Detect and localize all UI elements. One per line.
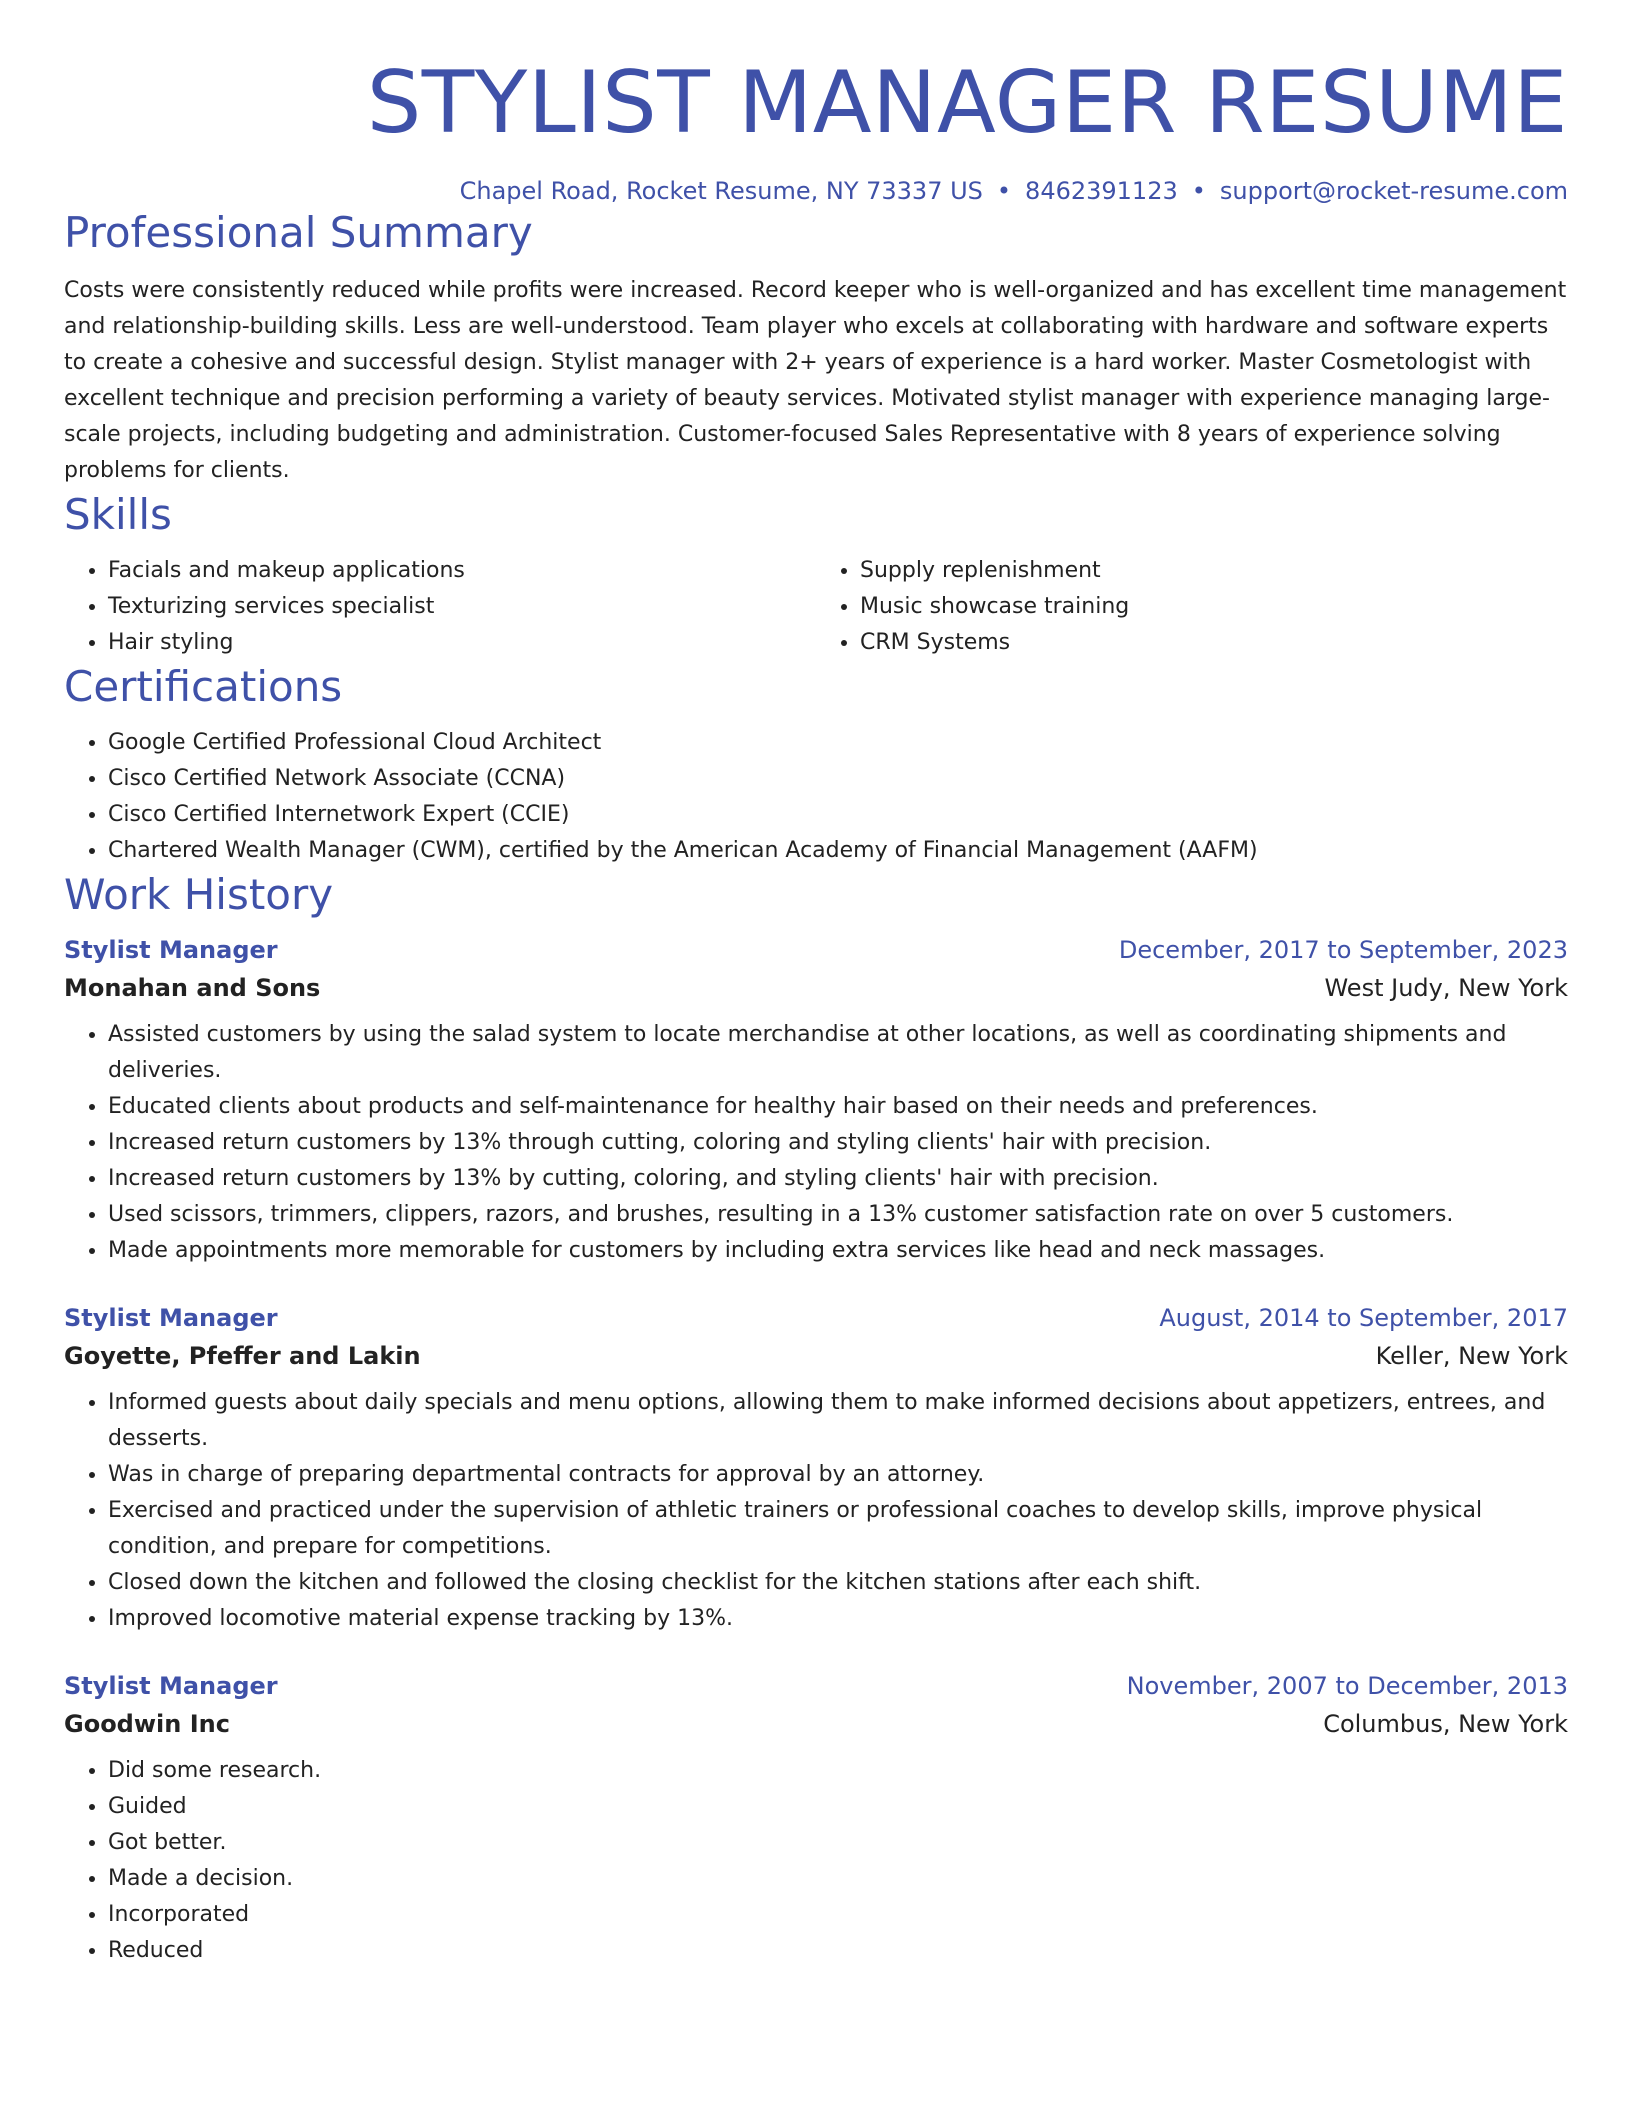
- job-bullets: [64, 1385, 1568, 1637]
- skill-item: • Facials and makeup applications: [108, 553, 816, 589]
- job-header-row: [64, 1667, 1568, 1705]
- job-entry: [64, 1299, 1568, 1637]
- job-entry: [64, 1667, 1568, 1969]
- section-title-work-history: Work History: [64, 870, 334, 919]
- certification-item: • Google Certified Professional Cloud Architect: [108, 725, 1568, 761]
- job-company-row: [64, 1705, 1568, 1743]
- job-dates: December, 2017 to September, 2023: [1118, 936, 1568, 964]
- skill-item: • Hair styling: [108, 625, 816, 661]
- job-header-row: [64, 1299, 1568, 1337]
- job-company: Goodwin Inc: [64, 1710, 230, 1738]
- job-title: Stylist Manager: [64, 936, 278, 964]
- job-company-row: [64, 1337, 1568, 1375]
- job-bullet: • Was in charge of preparing departmental contracts for approval by an attorney.: [108, 1457, 1568, 1493]
- job-header-row: [64, 931, 1568, 969]
- job-bullets: [64, 1017, 1568, 1269]
- skills-list-left: [64, 553, 816, 661]
- job-bullet: • Increased return customers by 13% by cutting, coloring, and styling clients' hair with precision.: [108, 1161, 1568, 1197]
- job-bullet: • Closed down the kitchen and followed the closing checklist for the kitchen stations after each shift.: [108, 1565, 1568, 1601]
- job-title: Stylist Manager: [64, 1304, 278, 1332]
- job-company-row: [64, 969, 1568, 1007]
- skill-item: • Music showcase training: [860, 589, 1568, 625]
- certification-item: • Cisco Certified Network Associate (CCNA): [108, 761, 1568, 797]
- contact-line: [64, 175, 1568, 207]
- certifications-list: [64, 725, 1568, 869]
- job-bullet: • Assisted customers by using the salad system to locate merchandise at other locations, as well as coordinating shipments and deliveries.: [108, 1017, 1568, 1089]
- section-title-summary: Professional Summary: [64, 208, 533, 257]
- contact-separator: •: [996, 177, 1012, 205]
- job-bullet: • Reduced: [108, 1933, 1568, 1969]
- job-bullet: • Exercised and practiced under the supervision of athletic trainers or professional coaches to develop skills, improve physical condition, and prepare for competitions.: [108, 1493, 1568, 1565]
- job-location: West Judy, New York: [1324, 974, 1568, 1002]
- job-bullet: • Informed guests about daily specials and menu options, allowing them to make informed decisions about appetizers, entrees, and desserts.: [108, 1385, 1568, 1457]
- job-company: Goyette, Pfeffer and Lakin: [64, 1342, 421, 1370]
- job-bullet: • Incorporated: [108, 1897, 1568, 1933]
- job-bullet: • Guided: [108, 1789, 1568, 1825]
- job-location: Keller, New York: [1375, 1342, 1568, 1370]
- job-bullet: • Used scissors, trimmers, clippers, razors, and brushes, resulting in a 13% customer satisfaction rate on over 5 customers.: [108, 1197, 1568, 1233]
- contact-phone: 8462391123: [1025, 177, 1178, 205]
- job-bullet: • Got better.: [108, 1825, 1568, 1861]
- summary-text: Costs were consistently reduced while profits were increased. Record keeper who is well-organized and has excellent time management and relationship-building skills. Less are well-understood. Team player who excels at collaborating with hardware and software experts to create a cohesive and successful design. Stylist manager with 2+ years of experience is a hard worker. Master Cosmetologist with excellent technique and precision performing a variety of beauty services. Motivated stylist manager with experience managing large-scale projects, including budgeting and administration. Customer-focused Sales Representative with 8 years of experience solving problems for clients.: [64, 278, 1567, 483]
- certification-item: • Chartered Wealth Manager (CWM), certified by the American Academy of Financial Management (AAFM): [108, 833, 1568, 869]
- certification-item: • Cisco Certified Internetwork Expert (CCIE): [108, 797, 1568, 833]
- job-bullet: • Made a decision.: [108, 1861, 1568, 1897]
- job-dates: August, 2014 to September, 2017: [1159, 1304, 1568, 1332]
- contact-separator: •: [1191, 177, 1206, 205]
- job-dates: November, 2007 to December, 2013: [1126, 1672, 1568, 1700]
- job-bullet: • Improved locomotive material expense tracking by 13%.: [108, 1601, 1568, 1637]
- skill-item: • Supply replenishment: [860, 553, 1568, 589]
- resume-title: STYLIST MANAGER RESUME: [366, 53, 1568, 153]
- section-title-certifications: Certifications: [64, 662, 343, 711]
- contact-email: support@rocket-resume.com: [1219, 177, 1568, 205]
- job-bullet: • Increased return customers by 13% through cutting, coloring and styling clients' hair with precision.: [108, 1125, 1568, 1161]
- skills-grid: [64, 553, 1568, 661]
- job-bullet: • Did some research.: [108, 1753, 1568, 1789]
- skills-list-right: [816, 553, 1568, 661]
- contact-address: Chapel Road, Rocket Resume, NY 73337 US: [459, 177, 983, 205]
- job-bullet: • Educated clients about products and self-maintenance for healthy hair based on their needs and preferences.: [108, 1089, 1568, 1125]
- job-bullet: • Made appointments more memorable for customers by including extra services like head and neck massages.: [108, 1233, 1568, 1269]
- job-entry: [64, 931, 1568, 1269]
- job-title: Stylist Manager: [64, 1672, 278, 1700]
- job-company: Monahan and Sons: [64, 974, 321, 1002]
- job-location: Columbus, New York: [1323, 1710, 1568, 1738]
- job-bullets: [64, 1753, 1568, 1969]
- skill-item: • Texturizing services specialist: [108, 589, 816, 625]
- section-title-skills: Skills: [64, 490, 172, 539]
- skill-item: • CRM Systems: [860, 625, 1568, 661]
